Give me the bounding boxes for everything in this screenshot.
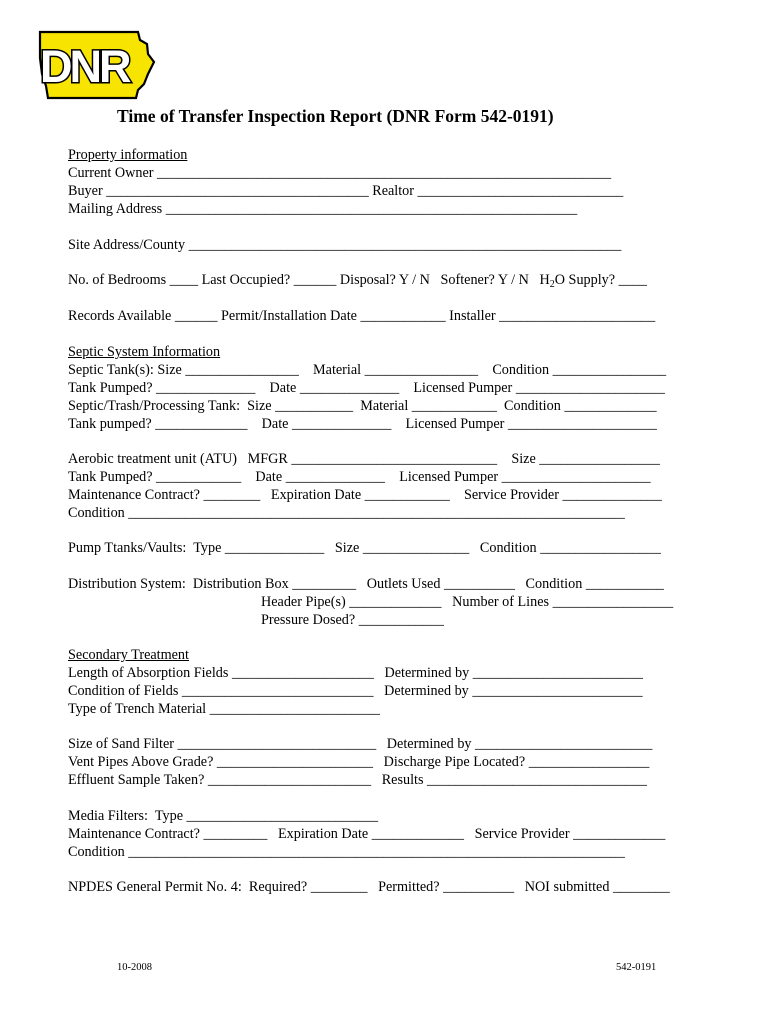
maintenance-contract-line: Maintenance Contract? ________ Expiration Date ____________ Service Provider ______________ [68, 487, 662, 503]
records-line: Records Available ______ Permit/Installation Date ____________ Installer ______________________ [68, 308, 656, 324]
tank-pumped-line: Tank pumped? _____________ Date ______________ Licensed Pumper _____________________ [68, 416, 657, 432]
bedrooms-line: No. of Bedrooms ____ Last Occupied? ______ Disposal? Y / N Softener? Y / N $H_2O$ Supply? ____ [68, 272, 647, 290]
media-filters-line: Media Filters: Type ___________________________ [68, 808, 379, 824]
header-pipes-line: Header Pipe(s) _____________ Number of Lines _________________ [261, 594, 674, 610]
dnr-logo [34, 28, 156, 100]
site-address-field: Site Address/County _____________________________________________________________ [68, 237, 622, 253]
condition-line: Condition ______________________________________________________________________ [68, 505, 625, 521]
tank-pumped-line: Tank Pumped? ______________ Date ______________ Licensed Pumper _____________________ [68, 380, 665, 396]
processing-tank-line: Septic/Trash/Processing Tank: Size ___________ Material ____________ Condition _____________ [68, 398, 657, 414]
property-info-heading: Property information [68, 147, 188, 163]
pump-tanks-line: Pump Ttanks/Vaults: Type ______________ Size _______________ Condition _________________ [68, 540, 661, 556]
vent-pipes-line: Vent Pipes Above Grade? ______________________ Discharge Pipe Located? _________________ [68, 754, 650, 770]
pressure-dosed-line: Pressure Dosed? ____________ [261, 612, 444, 628]
footer-form-number: 542-0191 [616, 962, 657, 973]
npdes-permit-line: NPDES General Permit No. 4: Required? ________ Permitted? __________ NOI submitted ________ [68, 879, 670, 895]
mailing-address-field: Mailing Address __________________________________________________________ [68, 201, 578, 217]
condition-fields-line: Condition of Fields ___________________________ Determined by ________________________ [68, 683, 643, 699]
distribution-system-line: Distribution System: Distribution Box _________ Outlets Used __________ Condition ___________ [68, 576, 664, 592]
absorption-fields-line: Length of Absorption Fields ____________________ Determined by ________________________ [68, 665, 643, 681]
tank-pumped-line: Tank Pumped? ____________ Date ______________ Licensed Pumper _____________________ [68, 469, 651, 485]
condition-line: Condition ______________________________________________________________________ [68, 844, 625, 860]
maintenance-contract-line: Maintenance Contract? _________ Expiration Date _____________ Service Provider _____________ [68, 826, 666, 842]
trench-material-line: Type of Trench Material ________________________ [68, 701, 380, 717]
secondary-treatment-heading: Secondary Treatment [68, 647, 189, 663]
septic-info-heading: Septic System Information [68, 344, 221, 360]
sand-filter-line: Size of Sand Filter ____________________________ Determined by _________________________ [68, 736, 653, 752]
footer-date: 10-2008 [117, 962, 152, 973]
septic-tank-line: Septic Tank(s): Size ________________ Material ________________ Condition ________________ [68, 362, 667, 378]
logo-text: DNR [40, 41, 129, 92]
atu-line: Aerobic treatment unit (ATU) MFGR _____________________________ Size _________________ [68, 451, 660, 467]
form-title: Time of Transfer Inspection Report (DNR Form 542-0191) [117, 106, 554, 126]
buyer-realtor-field: Buyer _____________________________________ Realtor _____________________________ [68, 183, 624, 199]
current-owner-field: Current Owner ________________________________________________________________ [68, 165, 612, 181]
effluent-sample-line: Effluent Sample Taken? _______________________ Results _______________________________ [68, 772, 647, 788]
